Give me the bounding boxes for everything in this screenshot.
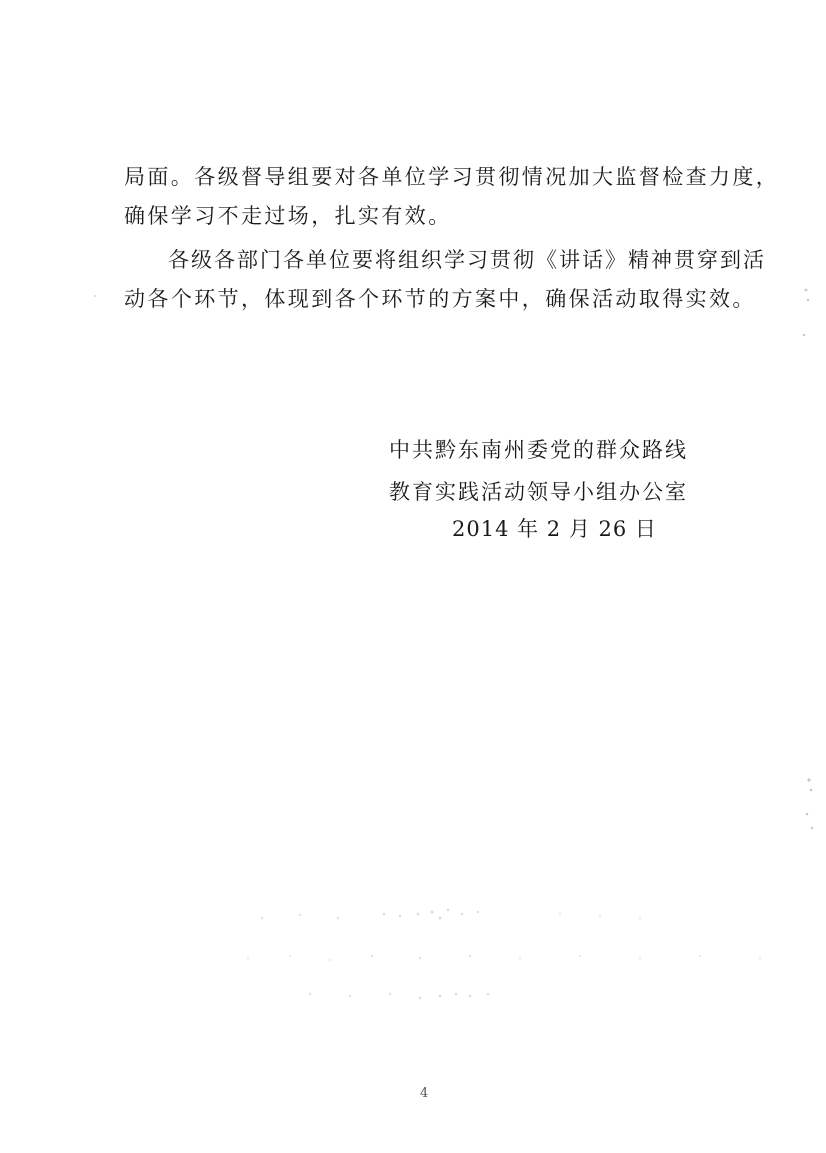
body-line-4: 动各个环节，体现到各个环节的方案中，确保活动取得实效。 <box>124 287 756 311</box>
signature-date: 2014 年 2 月 26 日 <box>452 517 657 541</box>
page-number: 4 <box>420 1086 429 1101</box>
body-line-2: 确保学习不走过场，扎实有效。 <box>124 204 452 228</box>
signature-org-line-2: 教育实践活动领导小组办公室 <box>389 480 688 504</box>
body-line-1: 局面。各级督导组要对各单位学习贯彻情况加大监督检查力度， <box>124 165 780 189</box>
signature-org-line-1: 中共黔东南州委党的群众路线 <box>389 438 688 462</box>
body-line-3: 各级各部门各单位要将组织学习贯彻《讲话》精神贯穿到活 <box>168 248 766 272</box>
